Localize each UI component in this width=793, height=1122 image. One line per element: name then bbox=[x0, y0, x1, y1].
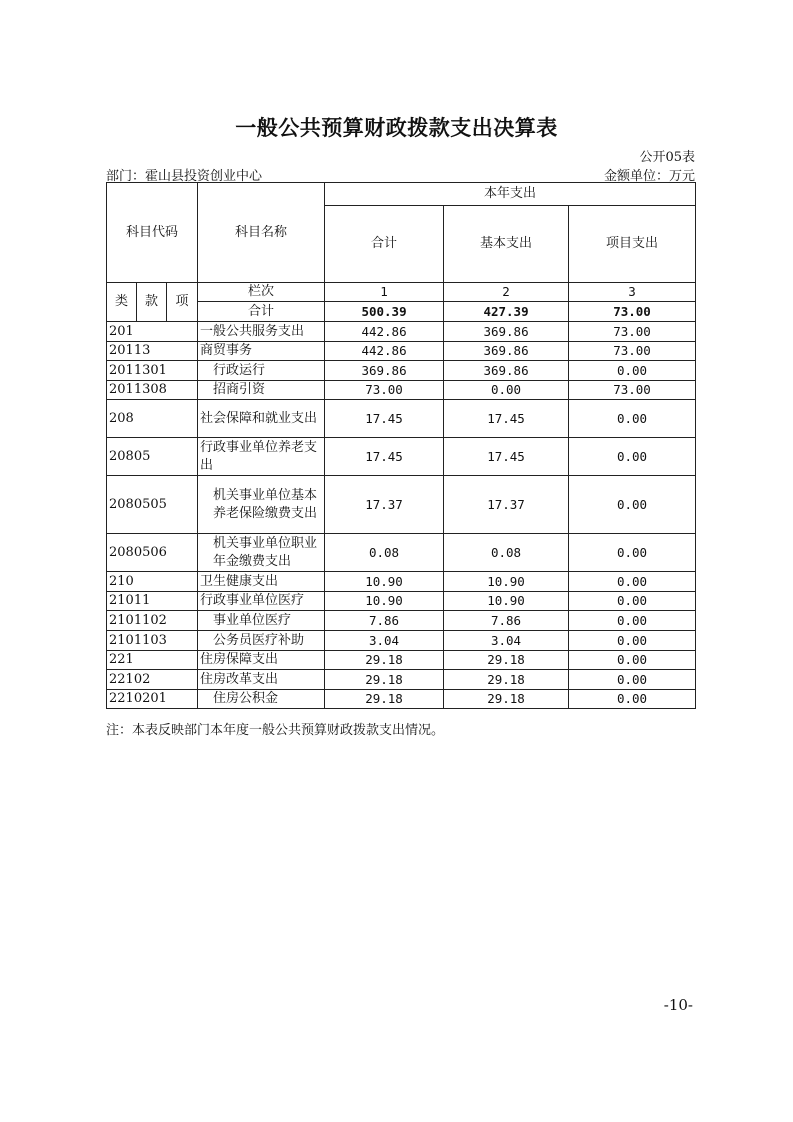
table-row bbox=[107, 361, 696, 381]
row-code: 2101102 bbox=[107, 611, 198, 631]
row-code: 21011 bbox=[107, 592, 198, 611]
page-number: -10- bbox=[663, 996, 693, 1014]
row-project: 73.00 bbox=[569, 342, 696, 361]
table-note: 注：本表反映部门本年度一般公共预算财政拨款支出情况。 bbox=[106, 723, 445, 738]
row-name: 机关事业单位职业年金缴费支出 bbox=[198, 534, 325, 572]
row-total: 10.90 bbox=[325, 572, 444, 592]
row-name: 住房公积金 bbox=[198, 690, 325, 709]
row-code: 20113 bbox=[107, 342, 198, 361]
row-basic: 369.86 bbox=[444, 342, 569, 361]
row-total: 7.86 bbox=[325, 611, 444, 631]
row-project: 0.00 bbox=[569, 476, 696, 534]
column-row-label: 栏次 bbox=[198, 283, 325, 302]
header-name: 科目名称 bbox=[198, 183, 325, 283]
row-total: 29.18 bbox=[325, 690, 444, 709]
row-name: 住房保障支出 bbox=[198, 651, 325, 670]
row-basic: 7.86 bbox=[444, 611, 569, 631]
row-total: 10.90 bbox=[325, 592, 444, 611]
row-total: 0.08 bbox=[325, 534, 444, 572]
row-basic: 29.18 bbox=[444, 651, 569, 670]
row-total: 17.45 bbox=[325, 400, 444, 438]
row-code: 2011301 bbox=[107, 361, 198, 381]
row-code: 221 bbox=[107, 651, 198, 670]
row-project: 0.00 bbox=[569, 651, 696, 670]
row-code: 201 bbox=[107, 322, 198, 342]
row-basic: 29.18 bbox=[444, 690, 569, 709]
row-project: 0.00 bbox=[569, 400, 696, 438]
row-basic: 369.86 bbox=[444, 361, 569, 381]
col-index-2: 2 bbox=[444, 283, 569, 302]
row-basic: 3.04 bbox=[444, 631, 569, 651]
row-name: 一般公共服务支出 bbox=[198, 322, 325, 342]
row-code: 2080506 bbox=[107, 534, 198, 572]
table-row bbox=[107, 651, 696, 670]
table-row bbox=[107, 534, 696, 572]
table-row bbox=[107, 342, 696, 361]
header-project: 项目支出 bbox=[569, 206, 696, 283]
row-name: 商贸事务 bbox=[198, 342, 325, 361]
row-name: 卫生健康支出 bbox=[198, 572, 325, 592]
row-project: 0.00 bbox=[569, 670, 696, 690]
table-row bbox=[107, 381, 696, 400]
row-project: 0.00 bbox=[569, 592, 696, 611]
row-name: 事业单位医疗 bbox=[198, 611, 325, 631]
row-name: 机关事业单位基本养老保险缴费支出 bbox=[198, 476, 325, 534]
row-total: 17.37 bbox=[325, 476, 444, 534]
row-basic: 29.18 bbox=[444, 670, 569, 690]
row-code: 2011308 bbox=[107, 381, 198, 400]
row-name: 公务员医疗补助 bbox=[198, 631, 325, 651]
row-project: 0.00 bbox=[569, 690, 696, 709]
expenditure-table bbox=[106, 182, 696, 709]
sum-total: 500.39 bbox=[325, 302, 444, 322]
header-xiang: 项 bbox=[167, 283, 198, 322]
row-total: 3.04 bbox=[325, 631, 444, 651]
row-total: 442.86 bbox=[325, 342, 444, 361]
col-index-3: 3 bbox=[569, 283, 696, 302]
table-row bbox=[107, 322, 696, 342]
row-project: 0.00 bbox=[569, 572, 696, 592]
row-code: 22102 bbox=[107, 670, 198, 690]
form-number: 公开05表 bbox=[639, 150, 695, 165]
row-basic: 17.37 bbox=[444, 476, 569, 534]
table-row bbox=[107, 611, 696, 631]
header-lei: 类 bbox=[107, 283, 137, 322]
row-name: 住房改革支出 bbox=[198, 670, 325, 690]
row-name: 社会保障和就业支出 bbox=[198, 400, 325, 438]
table-row bbox=[107, 631, 696, 651]
header-kuan: 款 bbox=[137, 283, 167, 322]
row-code: 2210201 bbox=[107, 690, 198, 709]
row-code: 20805 bbox=[107, 438, 198, 476]
row-total: 17.45 bbox=[325, 438, 444, 476]
header-code: 科目代码 bbox=[107, 183, 198, 283]
table-row bbox=[107, 438, 696, 476]
table-row bbox=[107, 690, 696, 709]
row-basic: 0.08 bbox=[444, 534, 569, 572]
header-current-year: 本年支出 bbox=[325, 183, 696, 206]
row-name: 行政运行 bbox=[198, 361, 325, 381]
row-project: 73.00 bbox=[569, 322, 696, 342]
row-basic: 0.00 bbox=[444, 381, 569, 400]
table-row bbox=[107, 476, 696, 534]
row-name: 行政事业单位医疗 bbox=[198, 592, 325, 611]
table-body bbox=[107, 322, 696, 709]
row-project: 0.00 bbox=[569, 611, 696, 631]
department-label: 部门：霍山县投资创业中心 bbox=[106, 169, 263, 184]
table-row bbox=[107, 400, 696, 438]
sum-project: 73.00 bbox=[569, 302, 696, 322]
row-basic: 17.45 bbox=[444, 438, 569, 476]
row-basic: 10.90 bbox=[444, 592, 569, 611]
row-name: 行政事业单位养老支出 bbox=[198, 438, 325, 476]
row-name: 招商引资 bbox=[198, 381, 325, 400]
unit-label: 金额单位：万元 bbox=[603, 169, 695, 184]
page-title: 一般公共预算财政拨款支出决算表 bbox=[235, 116, 558, 140]
row-basic: 369.86 bbox=[444, 322, 569, 342]
table-row bbox=[107, 670, 696, 690]
row-code: 208 bbox=[107, 400, 198, 438]
table-row bbox=[107, 592, 696, 611]
header-total: 合计 bbox=[325, 206, 444, 283]
row-project: 0.00 bbox=[569, 631, 696, 651]
row-total: 73.00 bbox=[325, 381, 444, 400]
row-total: 29.18 bbox=[325, 651, 444, 670]
sum-label: 合计 bbox=[198, 302, 325, 322]
row-basic: 17.45 bbox=[444, 400, 569, 438]
row-code: 2101103 bbox=[107, 631, 198, 651]
sum-basic: 427.39 bbox=[444, 302, 569, 322]
row-code: 210 bbox=[107, 572, 198, 592]
row-basic: 10.90 bbox=[444, 572, 569, 592]
row-project: 73.00 bbox=[569, 381, 696, 400]
table-row bbox=[107, 572, 696, 592]
row-project: 0.00 bbox=[569, 534, 696, 572]
table-header bbox=[107, 183, 696, 322]
row-total: 369.86 bbox=[325, 361, 444, 381]
row-total: 442.86 bbox=[325, 322, 444, 342]
col-index-1: 1 bbox=[325, 283, 444, 302]
row-project: 0.00 bbox=[569, 361, 696, 381]
row-project: 0.00 bbox=[569, 438, 696, 476]
row-total: 29.18 bbox=[325, 670, 444, 690]
header-basic: 基本支出 bbox=[444, 206, 569, 283]
row-code: 2080505 bbox=[107, 476, 198, 534]
